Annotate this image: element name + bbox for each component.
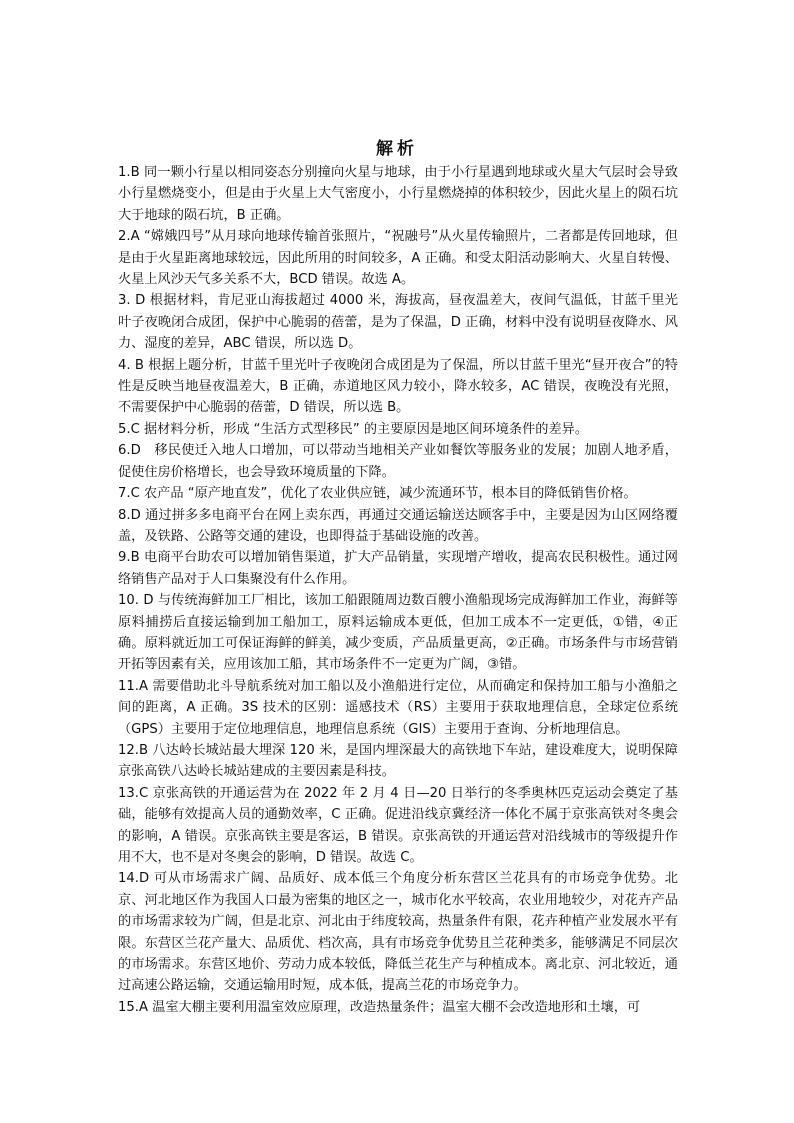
answer-15: 15.A 温室大棚主要利用温室效应原理，改造热量条件；温室大棚不会改造地形和土壤，可 <box>118 999 641 1015</box>
answer-explanations <box>118 162 678 1018</box>
answer-5: 5.C 据材料分析，形成 “生活方式型移民” 的主要原因是地区间环境条件的差异。 <box>118 421 589 437</box>
answer-6: 6.D 移民使迁入地人口增加，可以带动当地相关产业如餐饮等服务业的发展；加剧人地矛盾，促使住房价格增长，也会导致环境质量的下降。 <box>118 443 678 480</box>
answer-10: 10. D 与传统海鲜加工厂相比，该加工船跟随周边数百艘小渔船现场完成海鲜加工作业，海鲜等原料捕捞后直接运输到加工船加工，原料运输成本更低，但加工成本不一定更低，①错，④正确。原料就近加工可保证海鲜的鲜美，减少变质，产品质量更高，②正确。市场条件与市场营销开拓等因素有关，应用该加工船，其市场条件不一定更为广阔，③错。 <box>118 593 678 673</box>
answer-11: 11.A 需要借助北斗导航系统对加工船以及小渔船进行定位，从而确定和保持加工船与小渔船之间的距离，A 正确。3S 技术的区别：遥感技术（RS）主要用于获取地理信息，全球定位系统（GPS）主要用于定位地理信息，地理信息系统（GIS）主要用于查询、分析地理信息。 <box>118 678 678 737</box>
answer-2: 2.A “嫦娥四号”从月球向地球传输首张照片，“祝融号”从火星传输照片，二者都是传回地球，但是由于火星距离地球较远，因此所用的时间较多，A 正确。和受太阳活动影响大、火星自转慢、火星上风沙天气多关系不大，BCD 错误。故选 A。 <box>118 229 678 288</box>
answer-9: 9.B 电商平台助农可以增加销售渠道，扩大产品销量，实现增产增收，提高农民积极性。通过网络销售产品对于人口集聚没有什么作用。 <box>118 550 678 587</box>
answer-14: 14.D 可从市场需求广阔、品质好、成本低三个角度分析东营区兰花具有的市场竞争优势。北京、河北地区作为我国人口最为密集的地区之一，城市化水平较高，农业用地较少，对花卉产品的市场需求较为广阔，但是北京、河北由于纬度较高，热量条件有限，花卉种植产业发展水平有限。东营区兰花产量大、品质优、档次高，具有市场竞争优势且兰花种类多，能够满足不同层次的市场需求。东营区地价、劳动力成本较低，降低兰花生产与种植成本。离北京、河北较近，通过高速公路运输，交通运输用时短，成本低，提高兰花的市场竞争力。 <box>118 871 678 994</box>
answer-8: 8.D 通过拼多多电商平台在网上卖东西，再通过交通运输送达顾客手中，主要是因为山区网络覆盖，及铁路、公路等交通的建设，也即得益于基础设施的改善。 <box>118 507 678 544</box>
answer-4: 4. B 根据上题分析，甘蓝千里光叶子夜晚闭合成团是为了保温，所以甘蓝千里光“昼开夜合”的特性是反映当地昼夜温差大，B 正确，赤道地区风力较小，降水较多，AC 错误，夜晚没有光照，不需要保护中心脆弱的蓓蕾，D 错误，所以选 B。 <box>118 357 678 416</box>
answer-3: 3. D 根据材料，肯尼亚山海拔超过 4000 米，海拔高，昼夜温差大，夜间气温低，甘蓝千里光叶子夜晚闭合成团，保护中心脆弱的蓓蕾，是为了保温，D 正确，材料中没有说明昼夜降水、风力、湿度的差异，ABC 错误，所以选 D。 <box>118 293 678 352</box>
page-title: 解析 <box>376 139 418 159</box>
answer-7: 7.C 农产品 “原产地直发”，优化了农业供应链，减少流通环节，根本目的降低销售价格。 <box>118 486 637 502</box>
answer-1: 1.B 同一颗小行星以相同姿态分别撞向火星与地球，由于小行星遇到地球或火星大气层时会导致小行星燃烧变小，但是由于火星上大气密度小，小行星燃烧掉的体积较少，因此火星上的陨石坑大于地球的陨石坑，B 正确。 <box>118 165 678 223</box>
answer-13: 13.C 京张高铁的开通运营为在 2022 年 2 月 4 日—20 日举行的冬季奥林匹克运动会奠定了基础，能够有效提高人员的通勤效率，C 正确。促进沿线京冀经济一体化不属于京张高铁对冬奥会的影响，A 错误。京张高铁主要是客运，B 错误。京张高铁的开通运营对沿线城市的等级提升作用不大，也不是对冬奥会的影响，D 错误。故选 C。 <box>118 785 678 865</box>
answer-12: 12.B 八达岭长城站最大埋深 120 米，是国内埋深最大的高铁地下车站，建设难度大，说明保障京张高铁八达岭长城站建成的主要因素是科技。 <box>118 742 678 780</box>
